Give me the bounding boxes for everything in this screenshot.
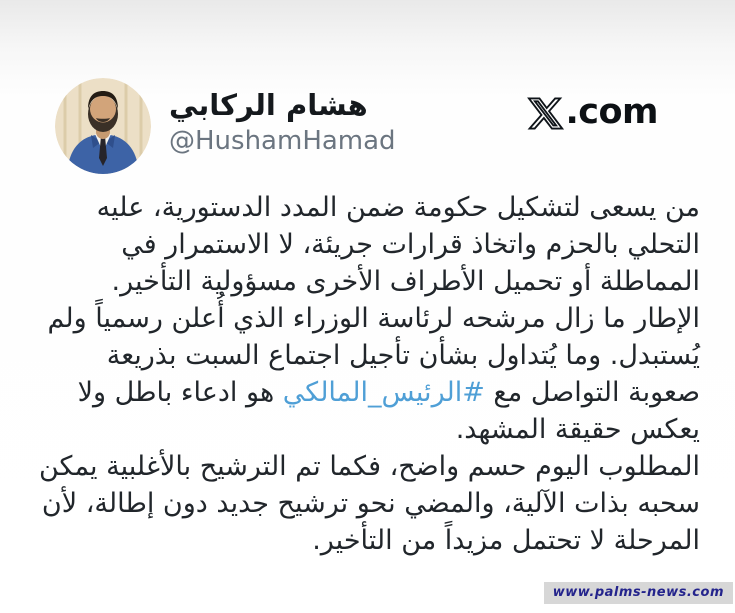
avatar[interactable] — [55, 78, 151, 174]
tweet-paragraph-1: من يسعى لتشكيل حكومة ضمن المدد الدستورية، عليه التحلي بالحزم واتخاذ قرارات جريئة، لا الاستمرار في المماطلة أو تحميل الأطراف الأخرى مسؤولية التأخير. — [96, 192, 700, 297]
tweet-header — [55, 78, 700, 178]
display-name[interactable]: هشام الركابي — [169, 88, 368, 122]
watermark: www.palms-news.com — [544, 582, 733, 604]
user-info — [169, 88, 396, 157]
tweet-paragraph-2 — [38, 300, 700, 448]
tweet-paragraph-2-text-after: هو ادعاء باطل ولا يعكس حقيقة المشهد. — [77, 377, 700, 445]
xcom-logo — [527, 92, 658, 132]
hashtag-link[interactable]: #الرئيس_المالكي — [282, 377, 485, 408]
profile-photo-icon — [55, 78, 151, 174]
tweet-paragraph-2-text-before: الإطار ما زال مرشحه لرئاسة الوزراء الذي أُعلن رسمياً ولم يُستبدل. وما يُتداول بشأن تأجيل اجتماع السبت بذريعة صعوبة التواصل مع — [47, 303, 700, 408]
user-handle[interactable]: @HushamHamad — [169, 125, 396, 156]
x-logo-icon — [527, 95, 564, 132]
tweet-paragraph-3: المطلوب اليوم حسم واضح، فكما تم الترشيح بالأغلبية يمكن سحبه بذات الآلية، والمضي نحو ترشيح جديد دون إطالة، لأن المرحلة لا تحتمل مزيداً من التأخير. — [38, 451, 700, 556]
xcom-domain-text: .com — [565, 92, 658, 132]
tweet-body — [38, 189, 700, 559]
